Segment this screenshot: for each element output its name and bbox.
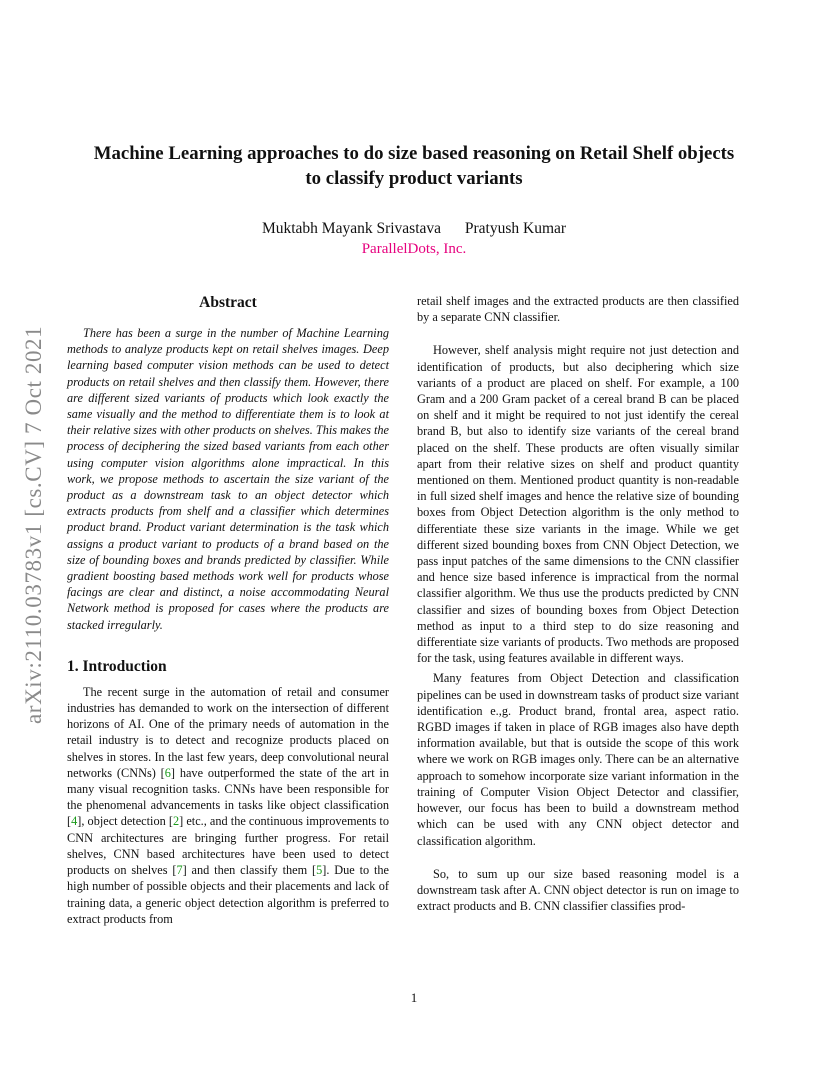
intro-text-segment: ] have outperformed the state of the art in many visual recognition tasks. CNNs have been responsible for the phenomenal advancements in tasks like object classification [	[67, 765, 390, 829]
right-paragraph-3: Many features from Object Detection and classification pipelines can be used in downstream tasks of product size variant identification e.,g. Product brand, frontal area, aspect ratio. RGBD images if taken in place of RGB images also have depth information available, but that is outside the scope of this work where we work on RGB images only. There can be an alternative approach to somehow incorporate size variant information in the training of Computer Vision Object Detector and classifier, however, our focus has been to build a downstream method which can be used with any CNN object detector and classification algorithm.	[417, 671, 739, 848]
right-column	[417, 293, 739, 914]
affiliation: ParallelDots, Inc.	[361, 241, 467, 257]
citation-link[interactable]: 6	[164, 765, 171, 780]
left-column	[67, 293, 389, 927]
citation-link[interactable]: 7	[176, 863, 183, 878]
paper-title	[60, 141, 768, 191]
abstract-text: There has been a surge in the number of Machine Learning methods to analyze products kept on retail shelves images. Deep learning based computer vision methods can be used to detect products on retail shelves and then classify them. However, there are different sized variants of products which look exactly the same visually and the method to differentiate them is to look at their relative sizes with other products on shelves. This makes the process of deciphering the sized based variants from each other using computer vision algorithms alone impractical. In this work, we propose methods to ascertain the size variant of the product as a downstream task to an object detector which extracts products from shelf and a classifier which determines product brand. Product variant determination is the task which assigns a product variant to products of a brand based on the size of bounding boxes and brands predicted by classifier. While gradient boosting based methods work well for products whose facings are clear and distinct, a noise accommodating Neural Network method is proposed for cases where the products are stacked irregularly.	[67, 326, 389, 632]
right-paragraph-2: However, shelf analysis might require not just detection and identification of products, but also deciphering which size variants of a product are placed on shelf. For example, a 100 Gram and a 200 Gram packet of a cereal brand B can be placed on shelf and it might be required to not just identify the cereal brand B, but also to identify size variants of the cereal brand placed on the shelf. These products are often visually similar apart from their relative sizes on shelf and product quantity mentioned on them. Mentioned product quantity is non-readable in full sized shelf images and hence the relative size of bounding boxes from Object Detection algorithm is the only method to differentiate these size variants in the image. While we get different sized bounding boxes from CNN Object Detection, we pass input patches of the same dimensions to the CNN classifier and hence size based inference is impractical from the normal classifier algorithm. We thus use the products predicted by CNN classifier and sizes of bounding boxes from Object Detection method as input to a third step to do size reasoning and differentiate size variants of products. Two methods are proposed for the task, using features available in different ways.	[417, 343, 739, 666]
intro-text-segment: ]. Due to the high number of possible objects and their placements and lack of training data, a generic object detection algorithm is preferred to extract products from	[67, 863, 390, 926]
author-2: Pratyush Kumar	[464, 220, 567, 237]
author-1: Muktabh Mayank Srivastava	[261, 220, 442, 237]
arxiv-identifier: arXiv:2110.03783v1 [cs.CV] 7 Oct 2021	[21, 325, 46, 725]
intro-text-segment: ], object detection [	[77, 814, 173, 829]
right-paragraph-1: retail shelf images and the extracted products are then classified by a separate CNN classifier.	[417, 294, 739, 325]
intro-text-segment: ] and then classify them [	[182, 863, 317, 878]
title-line-1: Machine Learning approaches to do size based reasoning on Retail Shelf objects	[93, 143, 735, 164]
intro-text-segment: ] etc., and the continuous improvements to CNN architectures are bringing further progress. For retail shelves, CNN based architectures have been used to detect products on shelves [	[67, 814, 389, 878]
citation-link[interactable]: 5	[316, 863, 323, 878]
citation-link[interactable]: 4	[71, 814, 78, 829]
page-number: 1	[410, 990, 418, 1005]
abstract-heading: Abstract	[199, 294, 257, 311]
right-paragraph-4: So, to sum up our size based reasoning model is a downstream task after A. CNN object detector is run on image to extract products and B. CNN classifier classifies prod-	[417, 866, 739, 914]
citation-link[interactable]: 2	[172, 814, 180, 829]
title-line-2: to classify product variants	[305, 168, 523, 189]
author-list	[60, 219, 768, 239]
intro-text-segment: The recent surge in the automation of retail and consumer industries has demanded to work on the intersection of different horizons of AI. One of the primary needs of automation in the retail industry is to detect and recognize products placed on shelves in stores. In the last few years, deep convolutional neural networks (CNNs) [	[67, 684, 389, 780]
introduction-heading: 1. Introduction	[67, 657, 167, 675]
introduction-paragraph	[67, 684, 389, 927]
